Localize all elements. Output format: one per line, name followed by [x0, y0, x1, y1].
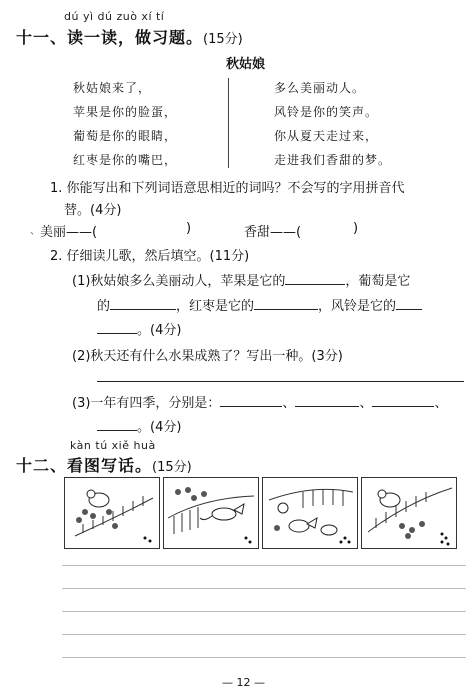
answer-blank[interactable] — [295, 392, 359, 407]
q2-part3-text: (3)一年有四季，分别是： — [72, 396, 221, 411]
writing-line[interactable] — [62, 634, 466, 635]
q2-part1-text: 。(4分) — [137, 323, 182, 338]
q1-paren1: ) — [186, 221, 192, 236]
poem-divider — [228, 78, 229, 168]
answer-blank[interactable] — [97, 319, 137, 334]
section11-pinyin: dú yì dú zuò xí tí — [64, 10, 165, 23]
q1-word1: 美丽——( — [40, 225, 98, 240]
answer-line[interactable] — [97, 381, 464, 382]
section12-title: 十二、看图写话。 — [16, 456, 153, 475]
hen-chicks-safe-illustration — [362, 478, 456, 548]
picture-panel-2 — [163, 477, 259, 549]
answer-blank[interactable] — [97, 416, 137, 431]
answer-blank[interactable] — [285, 270, 345, 285]
answer-blank[interactable] — [396, 295, 422, 310]
q2-part1-line2 — [97, 295, 422, 314]
q2-part1-line3 — [97, 319, 181, 338]
poem-right-line: 你从夏天走过来， — [274, 129, 379, 143]
answer-blank[interactable] — [372, 392, 434, 407]
poem-right-line: 走进我们香甜的梦。 — [274, 153, 392, 167]
section12-heading — [16, 453, 192, 476]
poem-title: 秋姑娘 — [226, 57, 266, 72]
hen-chicks-fence-illustration — [65, 478, 159, 548]
q1-paren2: ) — [353, 221, 359, 236]
q2-title: 2. 仔细读儿歌，然后填空。(11分) — [50, 249, 250, 264]
poem-left-line: 红枣是你的嘴巴， — [73, 153, 178, 167]
q2-part3-sep: 、 — [434, 396, 448, 411]
q2-part3-text: 。(4分) — [137, 420, 182, 435]
section12-pinyin: kàn tú xiě huà — [70, 439, 156, 452]
page-number: — 12 — — [222, 676, 265, 689]
q1-prompt-line2: 替。(4分) — [64, 203, 122, 218]
picture-panel-4 — [361, 477, 457, 549]
q2-part3-sep: 、 — [282, 396, 296, 411]
poem-left-line: 秋姑娘来了， — [73, 81, 152, 95]
poem-left-line: 葡萄是你的眼睛， — [73, 129, 178, 143]
q2-part3-line1 — [72, 392, 447, 411]
writing-line[interactable] — [62, 611, 466, 612]
section11-title: 十一、读一读，做习题。 — [16, 28, 204, 47]
writing-line[interactable] — [62, 588, 466, 589]
poem-right-line: 多么美丽动人。 — [274, 81, 366, 95]
q2-part1-text: 的 — [97, 299, 111, 314]
section12-score: (15分) — [152, 460, 192, 475]
margin-mark: 、 — [30, 226, 40, 237]
answer-blank[interactable] — [220, 392, 282, 407]
picture-panel-1 — [64, 477, 160, 549]
fox-chicks-fence-illustration — [164, 478, 258, 548]
answer-blank[interactable] — [254, 295, 318, 310]
poem-left-line: 苹果是你的脸蛋， — [73, 105, 178, 119]
q2-part1-text: ，风铃是它的 — [318, 299, 397, 314]
section11-score: (15分) — [203, 32, 243, 47]
q1-word2: 香甜——( — [244, 225, 302, 240]
q2-part1-text: ，葡萄是它 — [345, 274, 411, 289]
writing-line[interactable] — [62, 657, 466, 658]
q2-part3-sep: 、 — [359, 396, 373, 411]
q2-part1-text: ，红枣是它的 — [176, 299, 255, 314]
q2-part1-line1 — [72, 270, 410, 289]
q2-part1-text: (1)秋姑娘多么美丽动人，苹果是它的 — [72, 274, 286, 289]
poem-right-line: 风铃是你的笑声。 — [274, 105, 379, 119]
q1-prompt-line1: 1. 你能写出和下列词语意思相近的词吗？不会写的字用拼音代 — [50, 181, 405, 196]
q2-part2: (2)秋天还有什么水果成熟了？写出一种。(3分) — [72, 349, 343, 364]
answer-blank[interactable] — [110, 295, 176, 310]
section11-heading — [16, 25, 243, 48]
picture-panel-3 — [262, 477, 358, 549]
hen-fights-fox-illustration — [263, 478, 357, 548]
writing-line[interactable] — [62, 565, 466, 566]
q2-part3-line2 — [97, 416, 181, 435]
